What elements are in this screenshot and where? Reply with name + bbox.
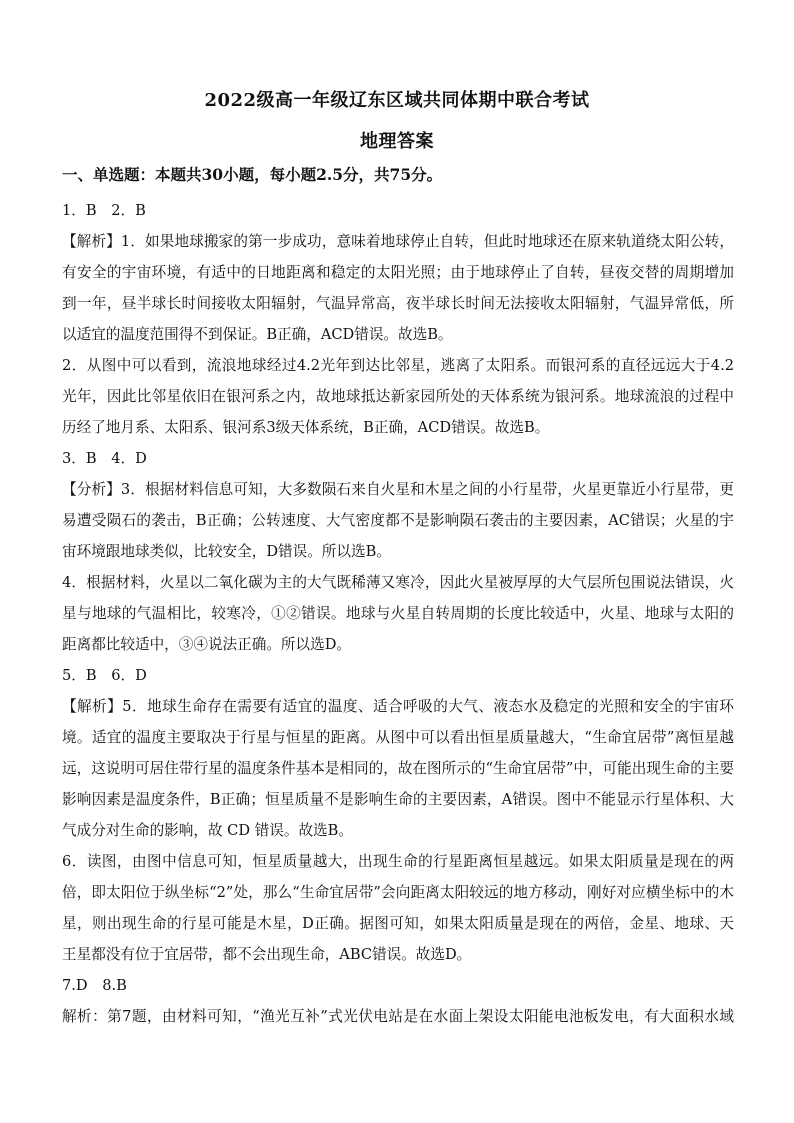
explanation-line: 【解析】1．如果地球搬家的第一步成功，意味着地球停止自转，但此时地球还在原来轨道绕太阳公转，: [62, 233, 734, 250]
explanation-line: 倍，即太阳位于纵坐标“2”处，那么“生命宜居带”会向距离太阳较远的地方移动，刚好对应横坐标中的木: [62, 884, 734, 901]
answer-line: 3．B 4．D: [62, 450, 147, 467]
explanation-line: 易遭受陨石的袭击，B正确；公转速度、大气密度都不是影响陨石袭击的主要因素，AC错误；火星的宇: [62, 512, 734, 529]
explanation-line: 王星都没有位于宜居带，都不会出现生命，ABC错误。故选D。: [62, 946, 472, 963]
document-title: 2022级高一年级辽东区域共同体期中联合考试: [204, 90, 590, 111]
explanation-line: 有安全的宇宙环境，有适中的日地距离和稳定的太阳光照；由于地球停止了自转，昼夜交替的周期增加: [62, 264, 734, 281]
explanation-line: 4．根据材料，火星以二氧化碳为主的大气既稀薄又寒冷，因此火星被厚厚的大气层所包围说法错误，火: [62, 574, 734, 591]
answer-line: 1．B 2．B: [62, 202, 146, 219]
explanation-line: 【分析】3．根据材料信息可知，大多数陨石来自火星和木星之间的小行星带，火星更靠近小行星带，更: [62, 481, 734, 498]
explanation-line: 以适宜的温度范围得不到保证。B正确，ACD错误。故选B。: [62, 326, 453, 343]
answer-line: 5．B 6．D: [62, 667, 147, 684]
explanation-line: 星，则出现生命的行星可能是木星，D正确。据图可知，如果太阳质量是现在的两倍，金星、地球、天: [62, 915, 734, 932]
explanation-line: 距离都比较适中，③④说法正确。所以选D。: [62, 636, 351, 653]
explanation-line: 境。适宜的温度主要取决于行星与恒星的距离。从图中可以看出恒星质量越大，“生命宜居带”离恒星越: [62, 729, 734, 746]
explanation-line: 2．从图中可以看到，流浪地球经过4.2光年到达比邻星，逃离了太阳系。而银河系的直径远远大于4.2: [62, 357, 734, 374]
explanation-line: 6．读图，由图中信息可知，恒星质量越大，出现生命的行星距离恒星越远。如果太阳质量是现在的两: [62, 853, 734, 870]
explanation-line: 影响因素是温度条件，B正确；恒星质量不是影响生命的主要因素，A错误。图中不能显示行星体积、大: [62, 791, 734, 808]
section-heading: 一、单选题：本题共30小题，每小题2.5分，共75分。: [62, 165, 443, 184]
explanation-line: 光年，因此比邻星依旧在银河系之内，故地球抵达新家园所处的天体系统为银河系。地球流浪的过程中: [62, 388, 734, 405]
explanation-line: 远，这说明可居住带行星的温度条件基本是相同的，故在图所示的“生命宜居带”中，可能出现生命的主要: [62, 760, 734, 777]
explanation-line: 历经了地月系、太阳系、银河系3级天体系统，B正确，ACD错误。故选B。: [62, 419, 550, 436]
explanation-line: 星与地球的气温相比，较寒冷，①②错误。地球与火星自转周期的长度比较适中，火星、地球与太阳的: [62, 605, 734, 622]
explanation-line: 气成分对生命的影响，故 CD 错误。故选B。: [62, 822, 353, 839]
explanation-line: 【解析】5．地球生命存在需要有适宜的温度、适合呼吸的大气、液态水及稳定的光照和安全的宇宙环: [62, 698, 734, 715]
explanation-line: 到一年，昼半球长时间接收太阳辐射，气温异常高，夜半球长时间无法接收太阳辐射，气温异常低，所: [62, 295, 734, 312]
document-subtitle: 地理答案: [360, 131, 434, 152]
answer-line: 7.D 8.B: [62, 977, 127, 994]
explanation-line: 解析：第7题，由材料可知，“渔光互补”式光伏电站是在水面上架设太阳能电池板发电，有大面积水域: [62, 1008, 734, 1025]
explanation-line: 宙环境跟地球类似，比较安全，D错误。所以选B。: [62, 543, 391, 560]
